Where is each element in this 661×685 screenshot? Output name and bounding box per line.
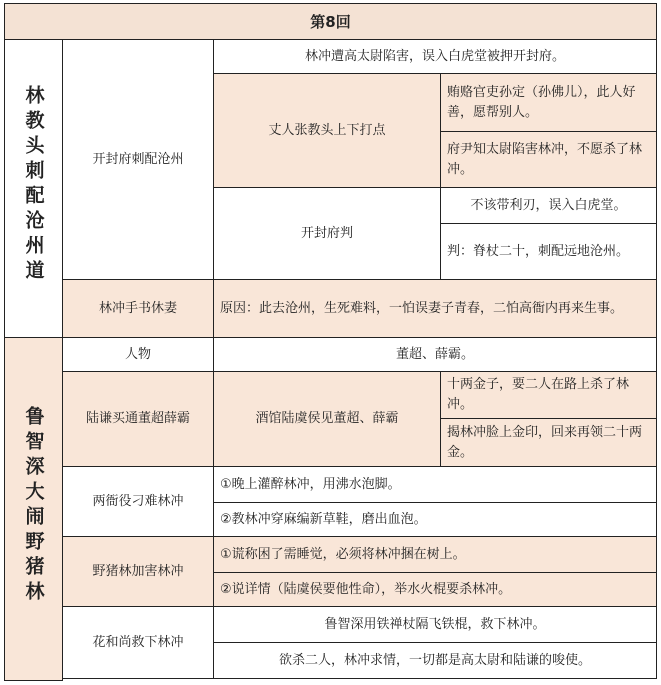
section1-sub2-detail1: 不该带利刃，误入白虎堂。 bbox=[441, 188, 657, 224]
section2-bribe-detail2: 揭林冲脸上金印，回来再领二十两金。 bbox=[441, 419, 657, 467]
title-row bbox=[5, 4, 657, 40]
section1-sub2-label: 开封府判 bbox=[214, 188, 441, 280]
section2-torment-detail2: ②教林冲穿麻编新草鞋，磨出血泡。 bbox=[214, 503, 657, 537]
table-row bbox=[5, 607, 657, 643]
section1-event2-detail: 原因：此去沧州，生死难料，一怕误妻子青春，二怕高衙内再来生事。 bbox=[214, 280, 657, 338]
section2-people-label: 人物 bbox=[63, 338, 214, 372]
section2-forest-label: 野猪林加害林冲 bbox=[63, 537, 214, 607]
section1-event1-summary: 林冲遭高太尉陷害，误入白虎堂被押开封府。 bbox=[214, 40, 657, 74]
section2-rescue-detail1: 鲁智深用铁禅杖隔飞铁棍，救下林冲。 bbox=[214, 607, 657, 643]
section2-people-value: 董超、薛霸。 bbox=[214, 338, 657, 372]
plot-summary-table bbox=[4, 3, 657, 681]
section2-name-cell bbox=[5, 338, 63, 681]
section2-bribe-label: 陆谦买通董超薛霸 bbox=[63, 372, 214, 467]
section1-sub1-label: 丈人张教头上下打点 bbox=[214, 74, 441, 188]
table-row bbox=[5, 467, 657, 503]
table-row bbox=[5, 537, 657, 573]
spacer-row bbox=[5, 679, 657, 681]
table-row bbox=[5, 40, 657, 74]
table-row bbox=[5, 338, 657, 372]
section2-forest-detail1: ①谎称困了需睡觉，必须将林冲捆在树上。 bbox=[214, 537, 657, 573]
section1-sub1-detail1: 贿赂官吏孙定（孙佛儿），此人好善，愿帮别人。 bbox=[441, 74, 657, 132]
section1-event2-label: 林冲手书休妻 bbox=[63, 280, 214, 338]
section2-torment-label: 两衙役刁难林冲 bbox=[63, 467, 214, 537]
section2-bribe-detail1: 十两金子，要二人在路上杀了林冲。 bbox=[441, 372, 657, 419]
section1-event1-label: 开封府刺配沧州 bbox=[63, 40, 214, 280]
section1-name: 林教头刺配沧州道 bbox=[22, 85, 45, 285]
section2-torment-detail1: ①晚上灌醉林冲，用沸水泡脚。 bbox=[214, 467, 657, 503]
section2-name: 鲁智深大闹野猪林 bbox=[22, 405, 45, 606]
section1-name-cell bbox=[5, 40, 63, 338]
section1-sub1-detail2: 府尹知太尉陷害林冲，不愿杀了林冲。 bbox=[441, 132, 657, 188]
section2-rescue-detail2: 欲杀二人，林冲求情，一切都是高太尉和陆谦的唆使。 bbox=[214, 643, 657, 679]
section2-rescue-label: 花和尚救下林冲 bbox=[63, 607, 214, 679]
table-row bbox=[5, 280, 657, 338]
section1-sub2-detail2: 判：脊杖二十，刺配远地沧州。 bbox=[441, 224, 657, 280]
table-row bbox=[5, 372, 657, 419]
chapter-title: 第8回 bbox=[5, 4, 657, 40]
section2-bribe-sub: 酒馆陆虞侯见董超、薛霸 bbox=[214, 372, 441, 467]
section2-forest-detail2: ②说详情（陆虞侯要他性命），举水火棍要杀林冲。 bbox=[214, 573, 657, 607]
